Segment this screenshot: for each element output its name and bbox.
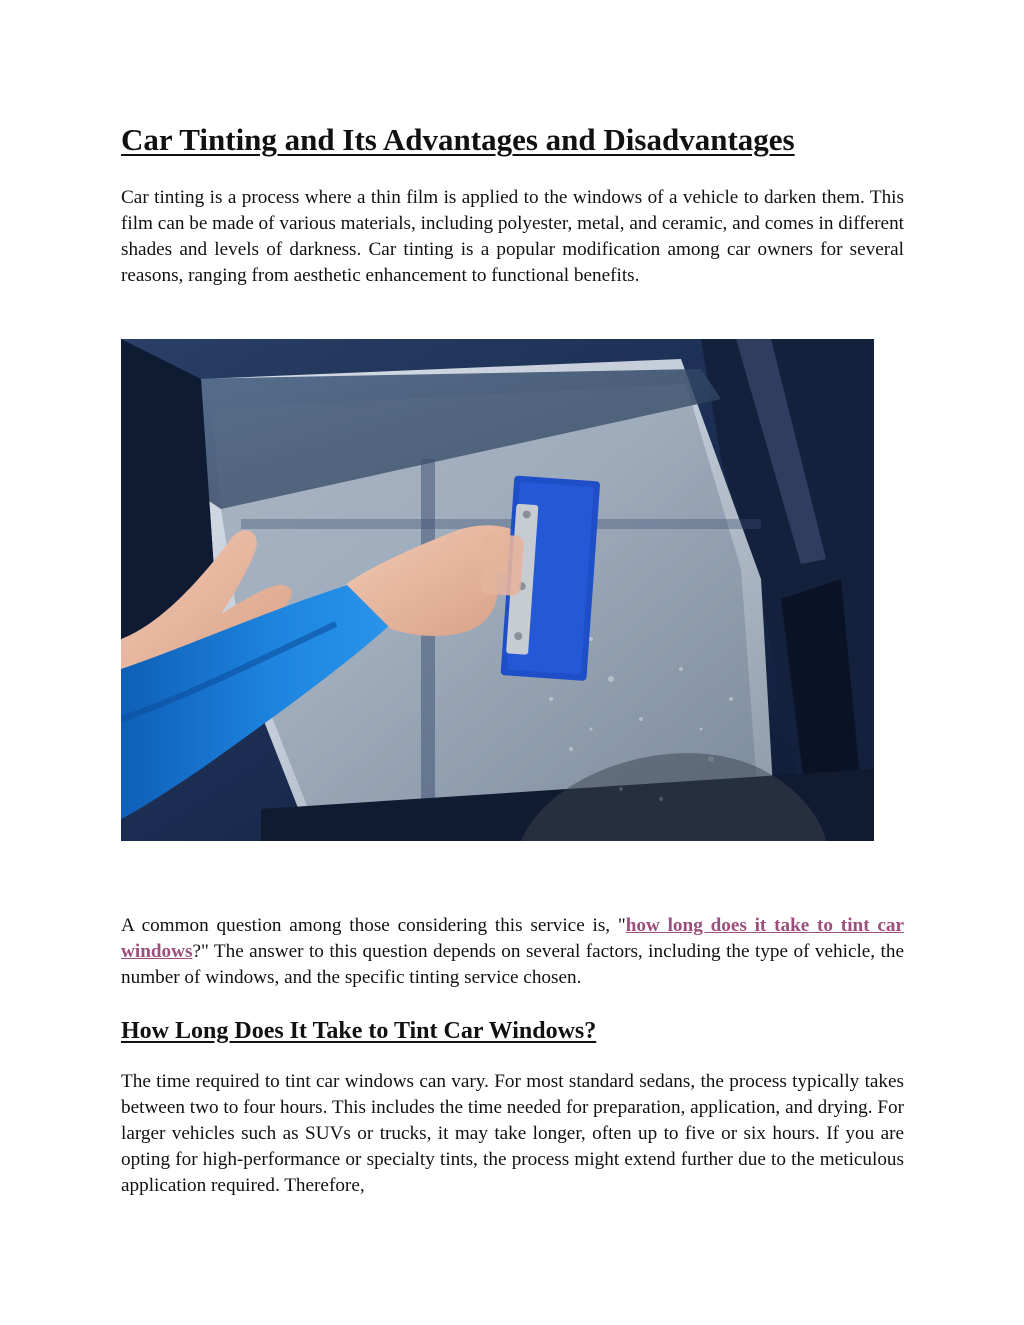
question-text-after: ?" The answer to this question depends on several factors, including the type of vehicle, the number of windows, and the specific tinting service chosen. xyxy=(121,941,904,988)
section-body-paragraph: The time required to tint car windows can vary. For most standard sedans, the process typically takes between two to four hours. This includes the time needed for preparation, application, and drying. For larger vehicles such as SUVs or trucks, it may take longer, often up to five or six hours. If you are opting for high-performance or specialty tints, the process might extend further due to the meticulous application required. Therefore, xyxy=(121,1071,904,1196)
intro-paragraph: Car tinting is a process where a thin film is applied to the windows of a vehicle to darken them. This film can be made of various materials, including polyester, metal, and ceramic, and comes in different shades and levels of darkness. Car tinting is a popular modification among car owners for several reasons, ranging from aesthetic enhancement to functional benefits. xyxy=(121,187,904,286)
tinting-photo xyxy=(121,339,874,841)
tinting-photo-illustration xyxy=(121,339,874,841)
question-text-before: A common question among those considering this service is, " xyxy=(121,915,626,936)
tint-duration-link[interactable]: how long does it take to tint car windows xyxy=(121,915,904,962)
article-title: Car Tinting and Its Advantages and Disadvantages xyxy=(121,122,795,157)
question-paragraph xyxy=(121,913,904,991)
section-heading: How Long Does It Take to Tint Car Windows? xyxy=(121,1018,597,1044)
